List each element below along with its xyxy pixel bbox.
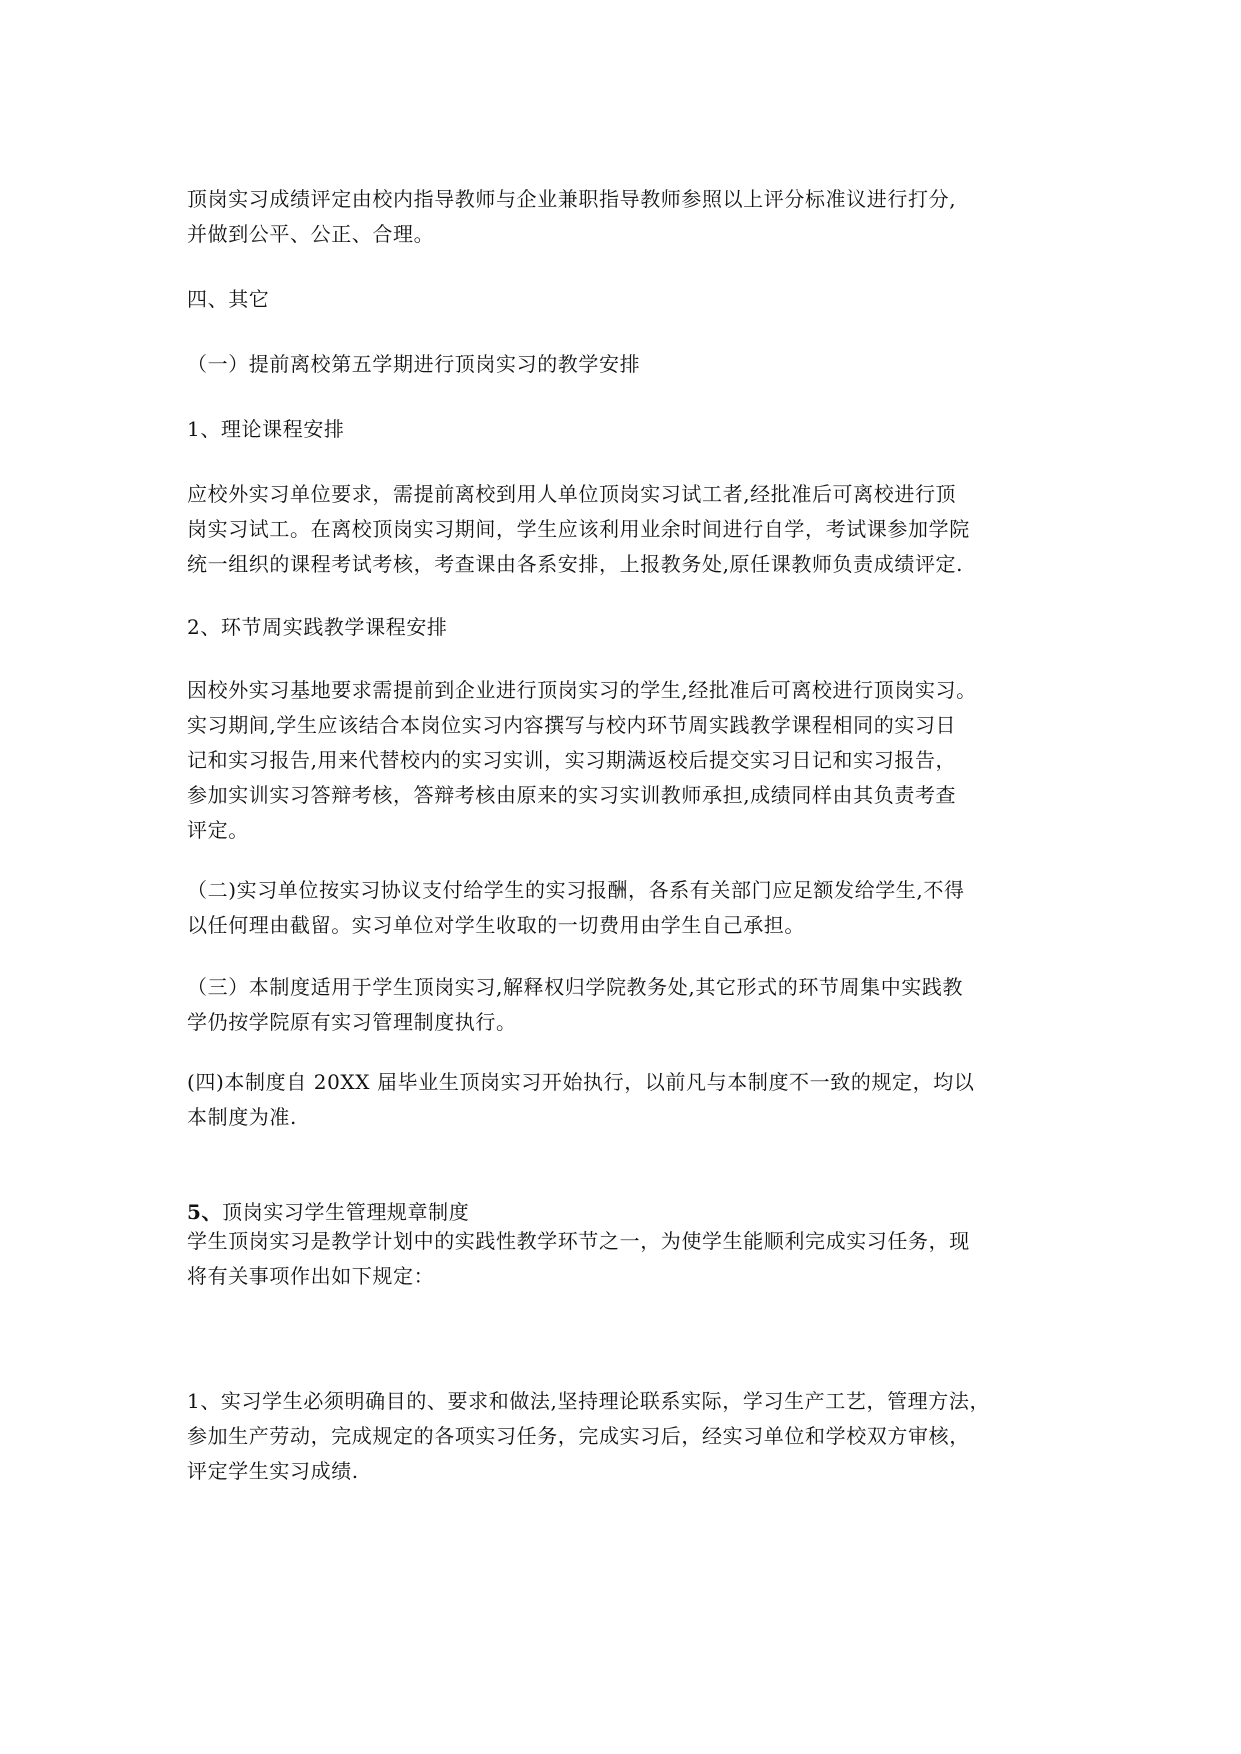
section-number: 5、: [187, 1200, 223, 1224]
paragraph-practice-course: 因校外实习基地要求需提前到企业进行顶岗实习的学生,经批准后可离校进行顶岗实习。 实习期间,学生应该结合本岗位实习内容撰写与校内环节周实践教学课程相同的实习日 记和实习报告,用来代替校内的实习实训，实习期满返校后提交实习日记和实习报告， 参加实训实习答辩考核，答辩考核由原来的实习实训教师承担,成绩同样由其负责考查 评定。: [187, 678, 977, 842]
paragraph-intro: 学生顶岗实习是教学计划中的实践性教学环节之一，为使学生能顺利完成实习任务，现 将有关事项作出如下规定：: [187, 1229, 970, 1288]
section-title: 顶岗实习学生管理规章制度: [222, 1200, 470, 1224]
heading-section-5: [187, 1160, 1057, 1230]
paragraph-theory-course: 应校外实习单位要求，需提前离校到用人单位顶岗实习试工者,经批准后可离校进行顶 岗实习试工。在离校顶岗实习期间，学生应该利用业余时间进行自学，考试课参加学院 统一组织的课程考试考核，考查课由各系安排，上报教务处,原任课教师负责成绩评定.: [187, 482, 970, 576]
paragraph-effective-date: (四)本制度自 20XX 届毕业生顶岗实习开始执行，以前凡与本制度不一致的规定，均以 本制度为准.: [187, 1070, 975, 1129]
subheading-theory-course: 1、理论课程安排: [187, 417, 345, 441]
subheading-early-leave: （一）提前离校第五学期进行顶岗实习的教学安排: [187, 352, 641, 376]
paragraph-scope: （三）本制度适用于学生顶岗实习,解释权归学院教务处,其它形式的环节周集中实践教 学仍按学院原有实习管理制度执行。: [187, 975, 964, 1034]
paragraph-remuneration: （二)实习单位按实习协议支付给学生的实习报酬，各系有关部门应足额发给学生,不得 以任何理由截留。实习单位对学生收取的一切费用由学生自己承担。: [187, 878, 965, 937]
subheading-practice-course: 2、环节周实践教学课程安排: [187, 615, 448, 639]
heading-other: 四、其它: [187, 287, 270, 311]
paragraph-grading-note: 顶岗实习成绩评定由校内指导教师与企业兼职指导教师参照以上评分标准议进行打分, 并做到公平、公正、合理。: [187, 187, 957, 246]
paragraph-rule-1: 1、实习学生必须明确目的、要求和做法,坚持理论联系实际，学习生产工艺，管理方法， 参加生产劳动，完成规定的各项实习任务，完成实习后，经实习单位和学校双方审核， 评定学生实习成绩.: [187, 1389, 991, 1483]
